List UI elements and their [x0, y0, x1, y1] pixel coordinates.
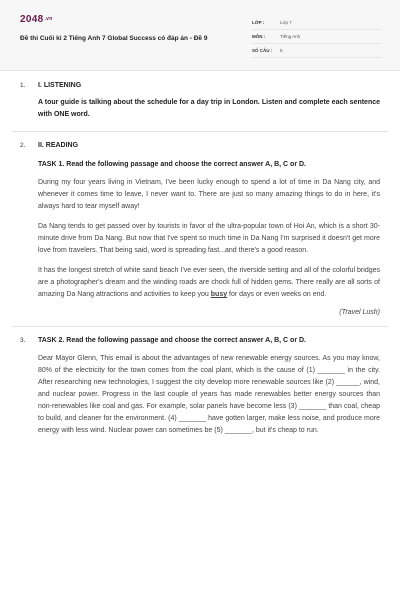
paragraph-text: for days or even weeks on end. — [227, 291, 327, 298]
meta-key: SỐ CÂU : — [252, 48, 273, 53]
meta-value: 5 — [280, 48, 283, 53]
section-number: 3. — [20, 337, 26, 344]
meta-value: Lớp 7 — [280, 20, 292, 25]
paragraph-text: It has the longest stretch of white sand beach I've ever seen, the riverside setting and all of the colorful bridges are a photographer's dream and the winding roads are chock full of hidden gems. There really are all sorts of amazing Da Nang attractions and activities to keep you — [38, 267, 380, 298]
section-title: I. LISTENING — [38, 82, 82, 89]
task2-instruction: TASK 2. Read the following passage and choose the correct answer A, B, C or D. — [38, 337, 306, 344]
divider — [12, 326, 388, 327]
passage-source: (Travel Lush) — [339, 309, 380, 316]
section-title: II. READING — [38, 142, 79, 149]
logo-suffix: .vn — [44, 16, 53, 22]
meta-row-class — [252, 16, 382, 30]
meta-row-count — [252, 44, 382, 58]
task1-instruction: TASK 1. Read the following passage and choose the correct answer A, B, C or D. — [38, 161, 306, 168]
section-reading — [0, 142, 400, 316]
passage-paragraph-3 — [38, 265, 380, 301]
listening-instruction: A tour guide is talking about the schedule for a day trip in London. Listen and complete each sentence with ONE word. — [38, 99, 380, 118]
highlighted-word: busy — [210, 291, 228, 298]
header — [0, 0, 400, 71]
site-logo[interactable] — [20, 14, 53, 25]
meta-key: LỚP : — [252, 20, 265, 25]
passage-paragraph-1: During my four years living in Vietnam, I've been lucky enough to spend a lot of time in Da Nang city, and whenever it comes time to leave, I never want to. There are just so many amazing things to do in here, it's always hard to tear myself away! — [38, 179, 380, 210]
section-number: 2. — [20, 142, 26, 149]
logo-text: 2048 — [20, 14, 44, 25]
section-task2 — [0, 337, 400, 437]
meta-row-subject — [252, 30, 382, 44]
section-number: 1. — [20, 82, 26, 89]
content — [0, 70, 400, 437]
passage-paragraph-2: Da Nang tends to get passed over by tourists in favor of the ultra-popular town of Hoi An, which is a short 30-minute drive from Da Nang. But now that I've spent so much time in Da Nang I'm surprised it doesn't get more love from travelers. That being said, word is spreading fast...and there's a good reason. — [38, 223, 380, 254]
section-listening — [0, 82, 400, 121]
meta-key: MÔN : — [252, 34, 266, 39]
document-title: Đề thi Cuối kì 2 Tiếng Anh 7 Global Success có đáp án - Đề 9 — [20, 35, 208, 42]
meta-table — [252, 16, 382, 58]
email-passage: Dear Mayor Glenn, This email is about the advantages of new renewable energy sources. As you may know, 80% of the electricity for the town comes from the coal plant, which is the cause of (1) _______ in the city. After researching new technologies, I suggest the city develop more renewable sources like (2) ______, wind, and nuclear power. Progress in the last couple of years has made renewables better energy sources than non-renewables like coal and gas. For example, solar panels have become less (3) _______ than coal, cheap to build, and cleaner for the environment. (4) _______ have gotten larger, make less noise, and produce more energy with less wind. Nuclear power can sometimes be (5) _______, but it's cheap to run. — [38, 355, 380, 434]
meta-value: Tiếng Anh — [280, 34, 301, 39]
divider — [12, 131, 388, 132]
